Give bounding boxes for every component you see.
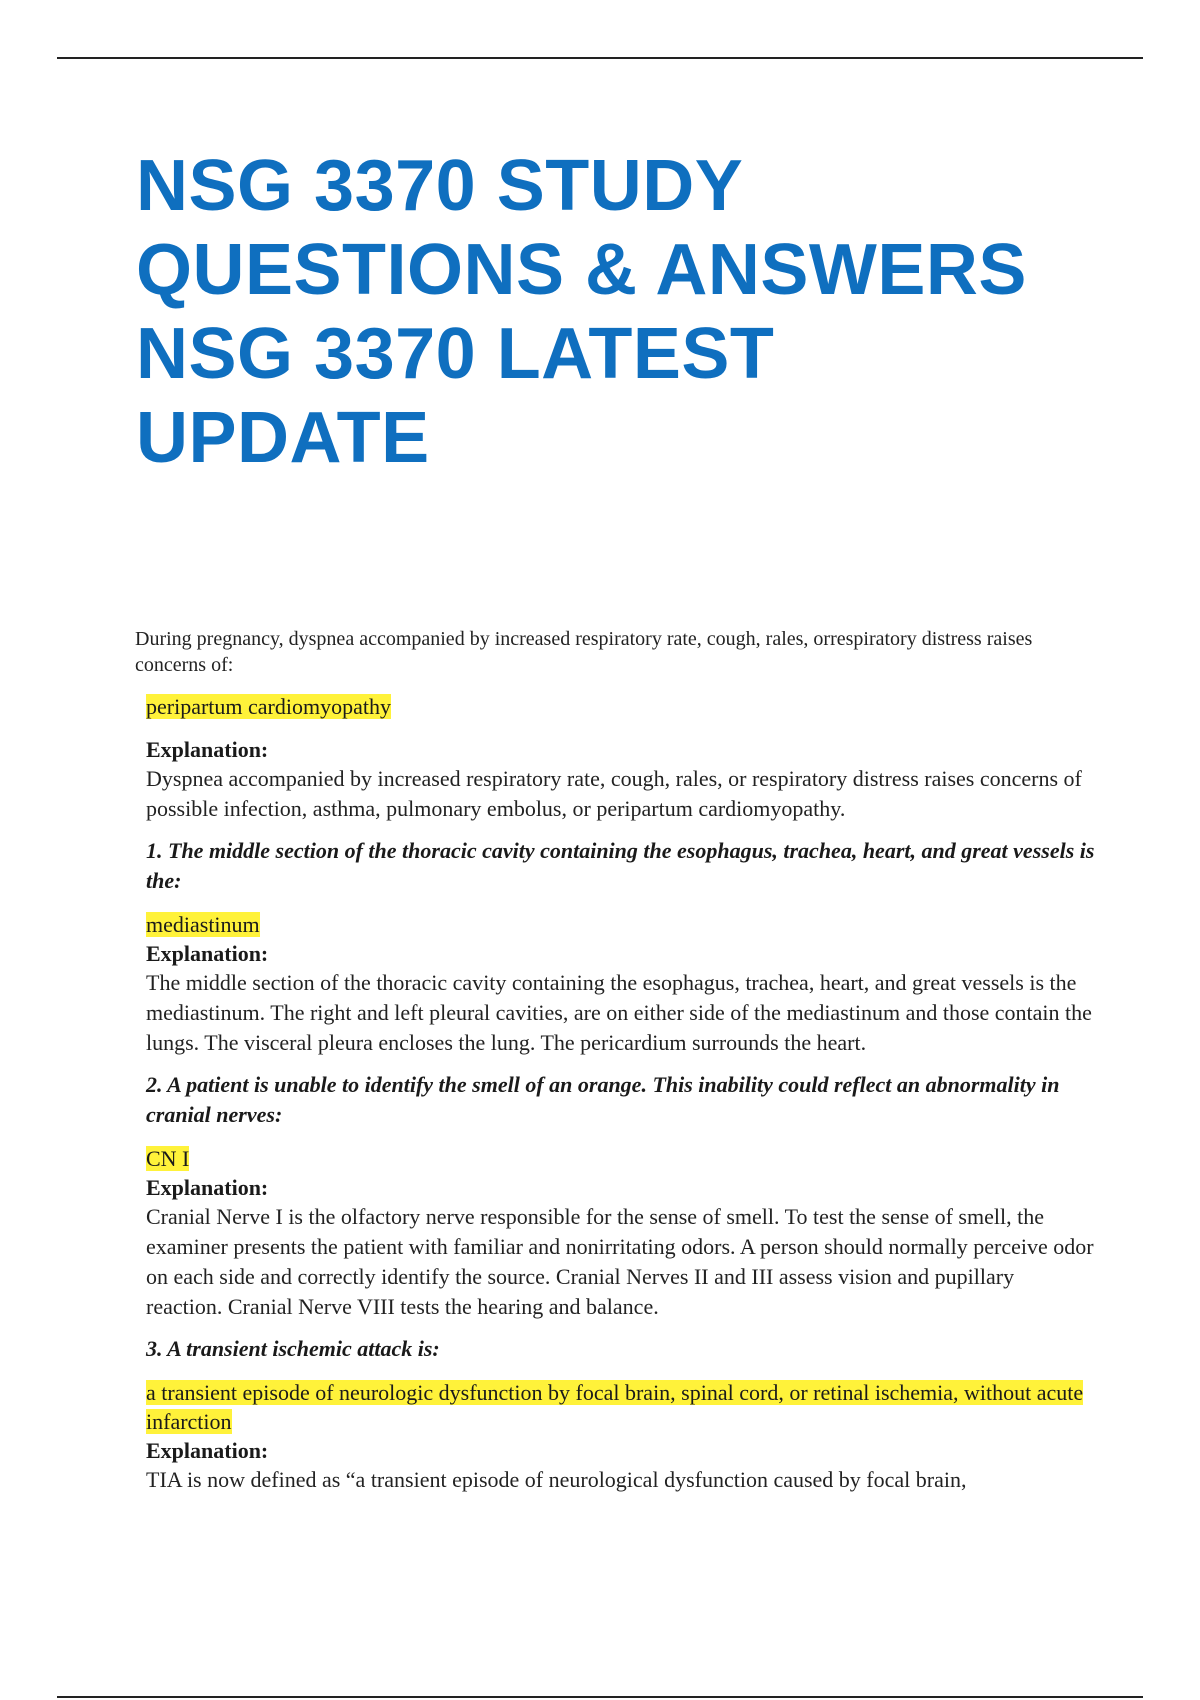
explanation-text: Dyspnea accompanied by increased respiratory rate, cough, rales, or respiratory distress raises concerns of possible infection, asthma, pulmonary embolus, or peripartum cardiomyopathy. xyxy=(146,766,1082,821)
explanation-text: TIA is now defined as “a transient episode of neurological dysfunction caused by focal brain, xyxy=(146,1467,967,1492)
title-line: NSG 3370 STUDY xyxy=(136,146,744,226)
intro-question: During pregnancy, dyspnea accompanied by increased respiratory rate, cough, rales, orrespiratory distress raises concerns of: xyxy=(135,628,1033,676)
title-line: NSG 3370 LATEST xyxy=(136,314,775,394)
answer-line xyxy=(146,910,1095,939)
explanation-label: Explanation: xyxy=(146,1175,269,1200)
explanation-label: Explanation: xyxy=(146,737,269,762)
answer-line xyxy=(146,1378,1095,1436)
question-3: 3. A transient ischemic attack is: xyxy=(146,1336,440,1361)
document-title xyxy=(136,144,1116,480)
highlighted-answer: a transient episode of neurologic dysfunction by focal brain, spinal cord, or retinal ischemia, without acute infarction xyxy=(146,1380,1084,1434)
question-2: 2. A patient is unable to identify the smell of an orange. This inability could reflect an abnormality in cranial nerves: xyxy=(146,1072,1060,1127)
answer-line xyxy=(146,692,1095,721)
bottom-rule xyxy=(57,1696,1143,1698)
answer-line xyxy=(146,1144,1095,1173)
title-line: QUESTIONS & ANSWERS xyxy=(136,230,1027,310)
explanation-text: The middle section of the thoracic cavity containing the esophagus, trachea, heart, and great vessels is the mediastinum. The right and left pleural cavities, are on either side of the mediastinum and those contain the lungs. The visceral pleura encloses the lung. The pericardium surrounds the heart. xyxy=(146,970,1092,1055)
highlighted-answer: mediastinum xyxy=(146,912,260,937)
explanation-label: Explanation: xyxy=(146,941,269,966)
question-1: 1. The middle section of the thoracic cavity containing the esophagus, trachea, heart, and great vessels is the: xyxy=(146,838,1095,893)
explanation-text: Cranial Nerve I is the olfactory nerve responsible for the sense of smell. To test the sense of smell, the examiner presents the patient with familiar and nonirritating odors. A person should normally perceive odor on each side and correctly identify the source. Cranial Nerves II and III assess vision and pupillary reaction. Cranial Nerve VIII tests the hearing and balance. xyxy=(146,1204,1094,1319)
highlighted-answer: CN I xyxy=(146,1146,190,1171)
highlighted-answer: peripartum cardiomyopathy xyxy=(146,694,391,719)
intro-answer-block xyxy=(135,692,1095,1495)
top-rule xyxy=(57,57,1143,59)
title-line: UPDATE xyxy=(136,398,430,478)
document-body xyxy=(135,626,1095,1495)
explanation-label: Explanation: xyxy=(146,1438,269,1463)
